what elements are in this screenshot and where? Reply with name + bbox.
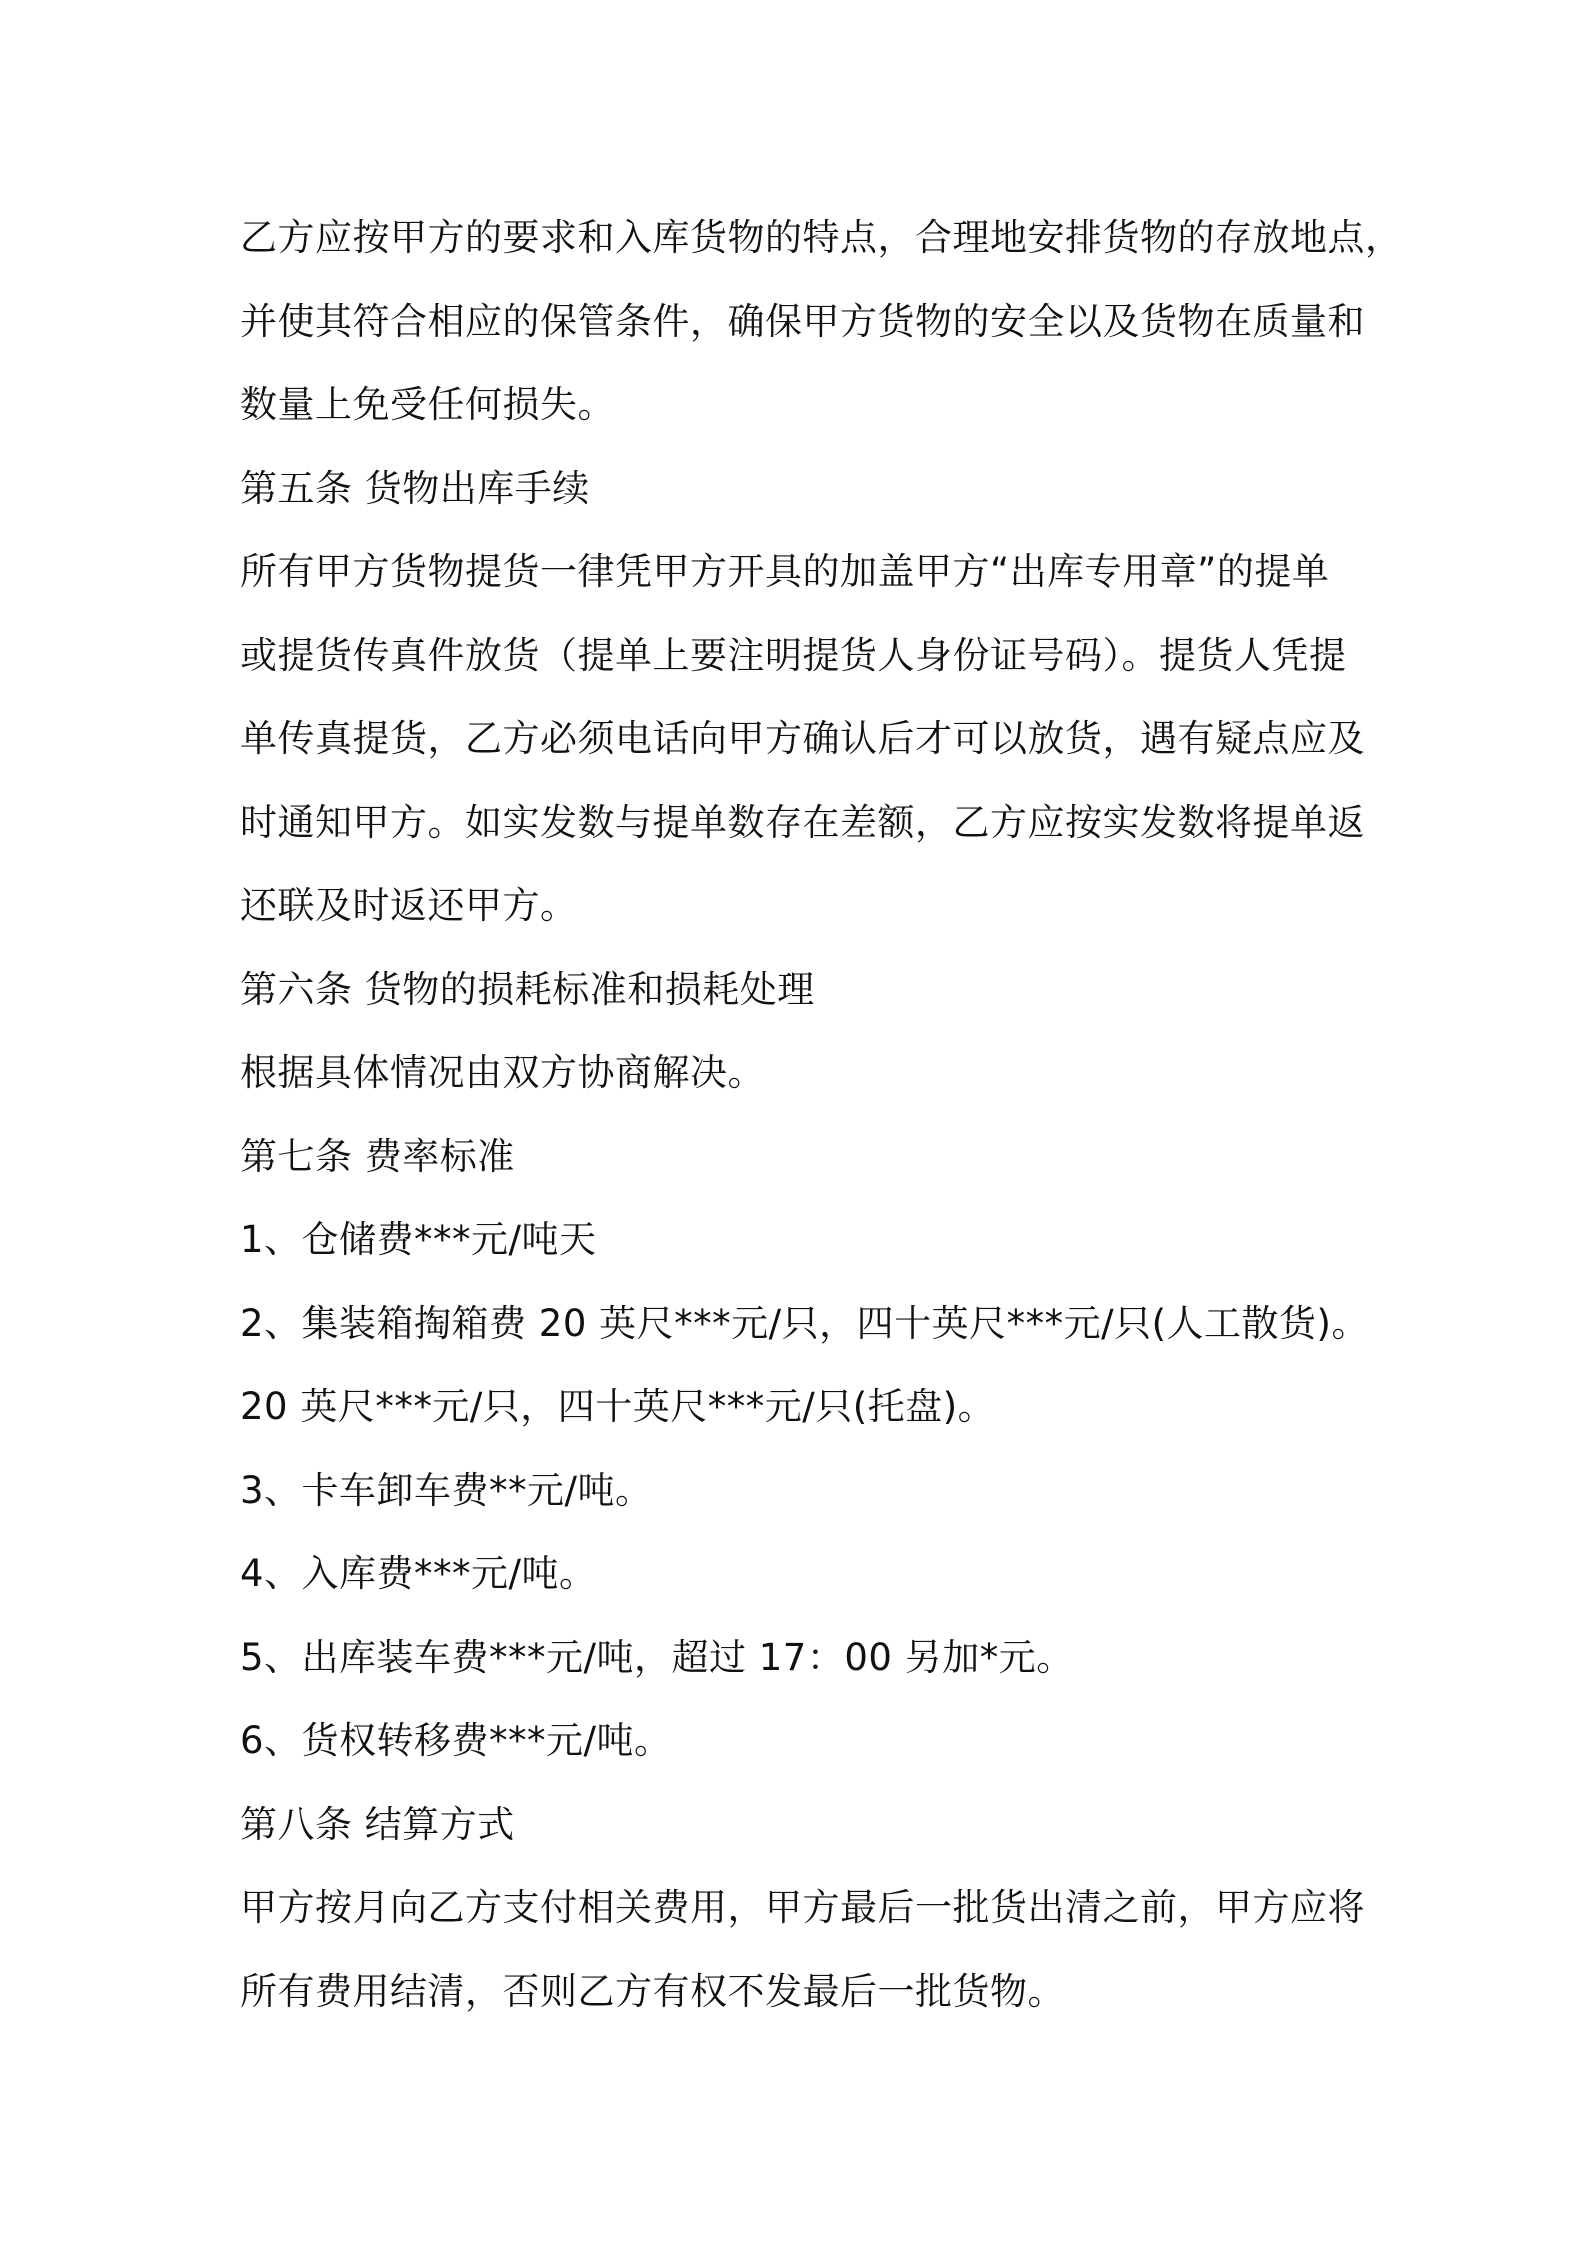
fee-item-1: 1、仓储费***元/吨天 xyxy=(240,1218,597,1261)
paragraph-line: 时通知甲方。如实发数与提单数存在差额，乙方应按实发数将提单返 xyxy=(240,800,1365,844)
paragraph-line: 或提货传真件放货（提单上要注明提货人身份证号码）。提货人凭提 xyxy=(240,633,1347,677)
section-heading-8: 第八条 结算方式 xyxy=(240,1802,515,1846)
paragraph-line: 所有甲方货物提货一律凭甲方开具的加盖甲方“出库专用章”的提单 xyxy=(240,550,1330,593)
paragraph-line: 单传真提货，乙方必须电话向甲方确认后才可以放货，遇有疑点应及 xyxy=(240,717,1365,760)
document-body xyxy=(240,196,1410,2033)
paragraph-line: 甲方按月向乙方支付相关费用，甲方最后一批货出清之前，甲方应将 xyxy=(240,1886,1365,1929)
paragraph-line: 所有费用结清，否则乙方有权不发最后一批货物。 xyxy=(240,1969,1065,2013)
paragraph-line: 数量上免受任何损失。 xyxy=(240,383,615,426)
paragraph-line: 并使其符合相应的保管条件，确保甲方货物的安全以及货物在质量和 xyxy=(240,299,1365,343)
fee-item-3: 3、卡车卸车费**元/吨。 xyxy=(240,1468,653,1512)
section-heading-7: 第七条 费率标准 xyxy=(240,1134,515,1178)
section-heading-5: 第五条 货物出库手续 xyxy=(240,466,590,510)
fee-item-5: 5、出库装车费***元/吨，超过 17：00 另加*元。 xyxy=(240,1635,1074,1679)
fee-item-2-continued: 20 英尺***元/只，四十英尺***元/只(托盘)。 xyxy=(240,1385,996,1428)
section-heading-6: 第六条 货物的损耗标准和损耗处理 xyxy=(240,967,815,1011)
fee-item-6: 6、货权转移费***元/吨。 xyxy=(240,1719,672,1762)
paragraph-line: 乙方应按甲方的要求和入库货物的特点，合理地安排货物的存放地点， xyxy=(240,216,1403,259)
fee-item-4: 4、入库费***元/吨。 xyxy=(240,1552,597,1595)
paragraph-line: 还联及时返还甲方。 xyxy=(240,884,578,927)
paragraph-line: 根据具体情况由双方协商解决。 xyxy=(240,1051,765,1094)
fee-item-2: 2、集装箱掏箱费 20 英尺***元/只，四十英尺***元/只(人工散货)。 xyxy=(240,1301,1369,1345)
